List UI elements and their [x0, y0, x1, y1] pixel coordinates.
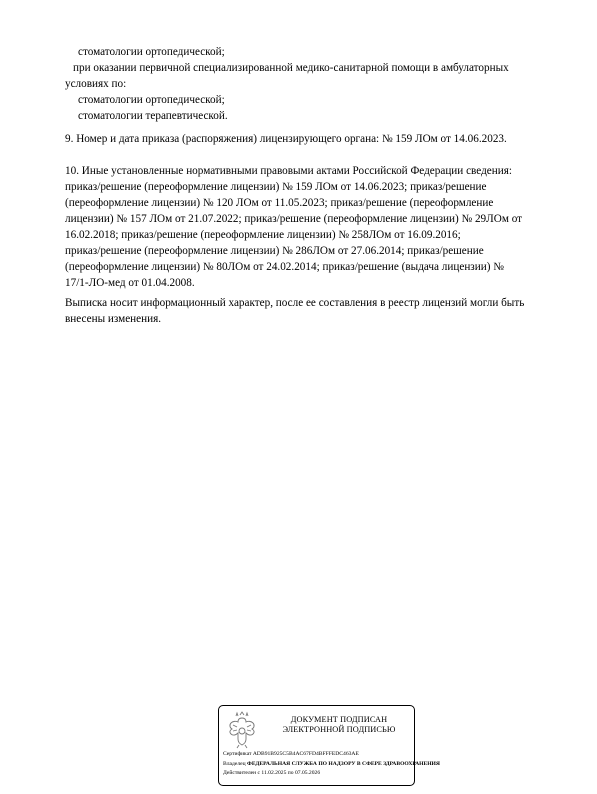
item-10-paragraph — [65, 163, 555, 291]
double-headed-eagle-icon — [225, 711, 259, 749]
service-line: стоматологии ортопедической; — [78, 94, 225, 106]
item-9-paragraph — [65, 131, 555, 147]
certificate-value: ADB91B925C5B4AC67FD4BFFFEDC463AE — [252, 751, 359, 757]
service-line: стоматологии терапевтической. — [78, 110, 228, 122]
item-10-line: 10. Иные установленные нормативными правовыми актами Российской Федерации сведения: — [65, 165, 512, 177]
stamp-details — [223, 750, 463, 779]
validity-row: Действителен с 11.02.2025 по 07.05.2026 — [223, 770, 321, 776]
stamp-title-line: ДОКУМЕНТ ПОДПИСАН — [290, 715, 388, 724]
service-line: условиях по: — [65, 78, 127, 90]
owner-value: ФЕДЕРАЛЬНАЯ СЛУЖБА ПО НАДЗОРУ В СФЕРЕ ЗДРАВООХРАНЕНИЯ — [247, 760, 440, 767]
stamp-title — [265, 715, 413, 735]
stamp-title-line: ЭЛЕКТРОННОЙ ПОДПИСЬЮ — [282, 725, 396, 734]
owner-row — [223, 760, 463, 770]
item-10-line: (переоформление лицензии) № 120 ЛОм от 11.05.2023; приказ/решение (переоформление — [65, 197, 494, 209]
item-10-line: приказ/решение (переоформление лицензии) № 286ЛОм от 27.06.2014; приказ/решение — [65, 245, 484, 257]
item-9-text: 9. Номер и дата приказа (распоряжения) лицензирующего органа: № 159 ЛОм от 14.06.2023. — [65, 133, 507, 145]
disclaimer-paragraph — [65, 295, 555, 327]
item-10-line: (переоформление лицензии) № 80ЛОм от 24.02.2014; приказ/решение (выдача лицензии) № — [65, 261, 504, 273]
service-list — [65, 44, 555, 124]
service-line: при оказании первичной специализированной медико-санитарной помощи в амбулаторных — [73, 62, 509, 74]
owner-label: Владелец — [223, 760, 246, 767]
item-10-line: лицензии) № 157 ЛОм от 21.07.2022; приказ/решение (переоформление лицензии) № 29ЛОм от — [65, 213, 523, 225]
item-10-line: приказ/решение (переоформление лицензии) № 159 ЛОм от 14.06.2023; приказ/решение — [65, 181, 487, 193]
electronic-signature-stamp — [218, 705, 440, 786]
item-10-line: 16.02.2018; приказ/решение (переоформление лицензии) № 258ЛОм от 16.09.2016; — [65, 229, 461, 241]
certificate-row — [223, 750, 463, 760]
disclaimer-line: внесены изменения. — [65, 313, 162, 325]
disclaimer-line: Выписка носит информационный характер, после ее составления в реестр лицензий могли быть — [65, 297, 525, 309]
certificate-label: Сертификат — [223, 751, 252, 757]
service-line: стоматологии ортопедической; — [78, 46, 225, 58]
item-10-line: 17/1-ЛО-мед от 01.04.2008. — [65, 277, 195, 289]
